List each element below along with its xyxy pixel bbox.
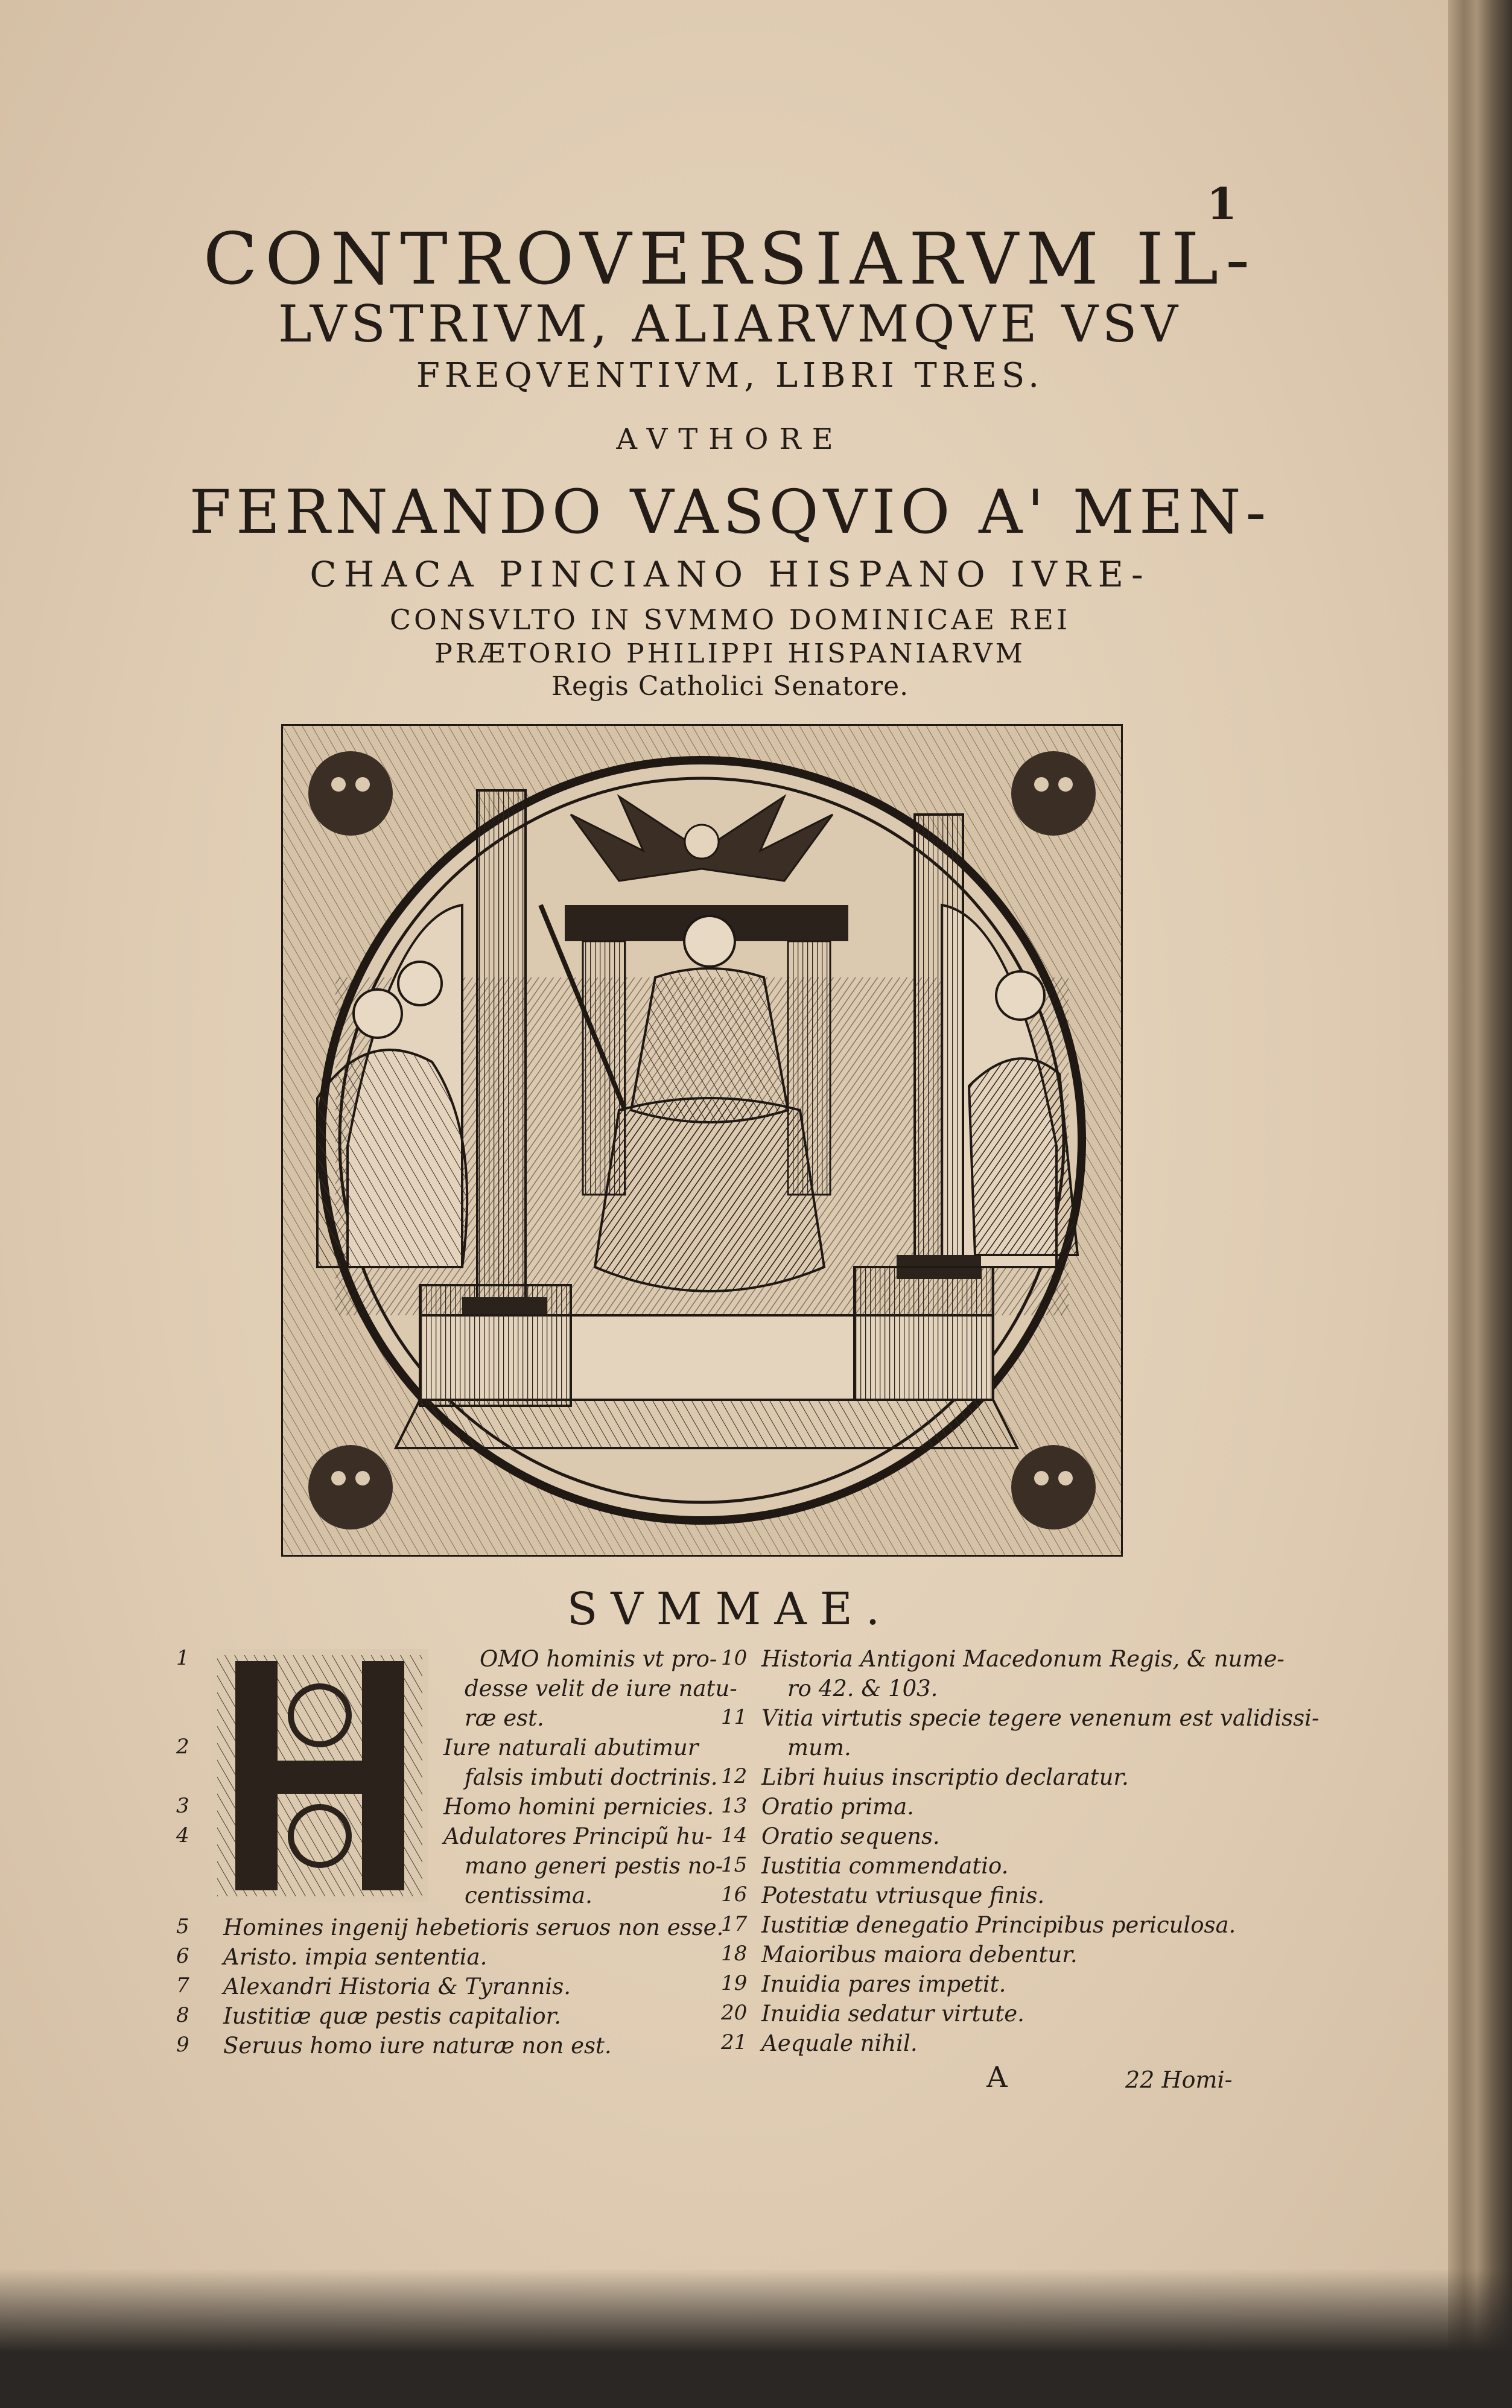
summa-text: Iure naturali abutimur [443, 1735, 699, 1761]
page-stack-edge [1448, 0, 1512, 2408]
summa-number: 15 [721, 1853, 748, 1877]
summa-number: 14 [721, 1823, 748, 1847]
summa-number: 10 [721, 1646, 748, 1670]
author-name-line-1: FERNANDO VASQVIO A' MEN- [189, 477, 1271, 547]
summa-number: 12 [721, 1764, 748, 1788]
summa-number: 21 [721, 2030, 748, 2054]
summa-text: Iustitiæ denegatio Principibus periculosa. [761, 1912, 1236, 1938]
summa-number: 16 [721, 1882, 748, 1907]
summa-number: 2 [176, 1735, 189, 1759]
title-line-3: FREQVENTIVM, LIBRI TRES. [416, 356, 1044, 395]
summa-text: Alexandri Historia & Tyrannis. [223, 1974, 571, 2000]
woodcut-illustration [281, 724, 1123, 1557]
summa-text: Seruus homo iure naturæ non est. [223, 2033, 612, 2059]
summa-number: 4 [176, 1823, 189, 1847]
summae-heading: SVMMAE. [567, 1583, 894, 1635]
scan-background [0, 2269, 1512, 2408]
summa-text: Vitia virtutis specie tegere venenum est validissi- [761, 1705, 1320, 1731]
summa-text: Iustitiæ quæ pestis capitalior. [223, 2003, 562, 2029]
summa-text: ræ est. [465, 1705, 544, 1731]
summa-text: Inuidia pares impetit. [761, 1971, 1006, 1997]
summa-text: centissima. [465, 1882, 592, 1908]
summa-number: 8 [176, 2003, 189, 2027]
summa-text: Homines ingenij hebetioris seruos non esse. [223, 1914, 724, 1940]
author-title-line-5: Regis Catholici Senatore. [551, 671, 909, 702]
summa-text: mano generi pestis no- [465, 1853, 723, 1879]
summa-text: falsis imbuti doctrinis. [465, 1764, 718, 1790]
summa-text: OMO hominis vt pro- [480, 1646, 717, 1672]
decorated-initial-h [211, 1649, 428, 1902]
catchword: 22 Homi- [1125, 2066, 1233, 2093]
page-number: 1 [1207, 178, 1237, 229]
author-name-line-2: CHACA PINCIANO HISPANO IVRE- [310, 554, 1151, 595]
summa-number: 1 [176, 1646, 189, 1670]
summa-number: 6 [176, 1944, 189, 1968]
summa-number: 13 [721, 1794, 748, 1818]
summa-text: Adulatores Principũ hu- [443, 1823, 713, 1849]
signature-mark: A [986, 2060, 1008, 2094]
summa-text: Maioribus maiora debentur. [761, 1942, 1078, 1968]
summa-text: Libri huius inscriptio declaratur. [761, 1764, 1129, 1790]
summa-text: desse velit de iure natu- [465, 1676, 737, 1701]
summa-number: 17 [721, 1912, 748, 1936]
summa-text: Inuidia sedatur virtute. [761, 2001, 1024, 2027]
summa-text: Iustitia commendatio. [761, 1853, 1009, 1879]
author-title-line-4: PRÆTORIO PHILIPPI HISPANIARVM [434, 638, 1026, 669]
summa-text: Aristo. impia sententia. [223, 1944, 488, 1970]
summa-number: 3 [176, 1794, 189, 1818]
author-title-line-3: CONSVLTO IN SVMMO DOMINICAE REI [389, 603, 1071, 636]
summa-text: Aequale nihil. [761, 2030, 918, 2056]
summa-text: Oratio sequens. [761, 1823, 940, 1849]
author-label: AVTHORE [616, 422, 844, 456]
summa-number: 9 [176, 2033, 189, 2057]
summa-number: 11 [721, 1705, 748, 1729]
title-line-2: LVSTRIVM, ALIARVMQVE VSV [278, 294, 1183, 354]
summa-text: ro 42. & 103. [787, 1676, 938, 1701]
summa-number: 5 [176, 1914, 189, 1939]
summa-number: 19 [721, 1971, 748, 1995]
summa-text: Homo homini pernicies. [443, 1794, 714, 1820]
summa-text: Potestatu vtriusque finis. [761, 1882, 1045, 1908]
summa-number: 18 [721, 1942, 748, 1966]
summa-number: 20 [721, 2001, 748, 2025]
summa-text: mum. [787, 1735, 851, 1761]
summa-number: 7 [176, 1974, 189, 1998]
summa-text: Historia Antigoni Macedonum Regis, & nume- [761, 1646, 1285, 1672]
summa-text: Oratio prima. [761, 1794, 914, 1820]
title-line-1: CONTROVERSIARVM IL- [203, 217, 1257, 300]
